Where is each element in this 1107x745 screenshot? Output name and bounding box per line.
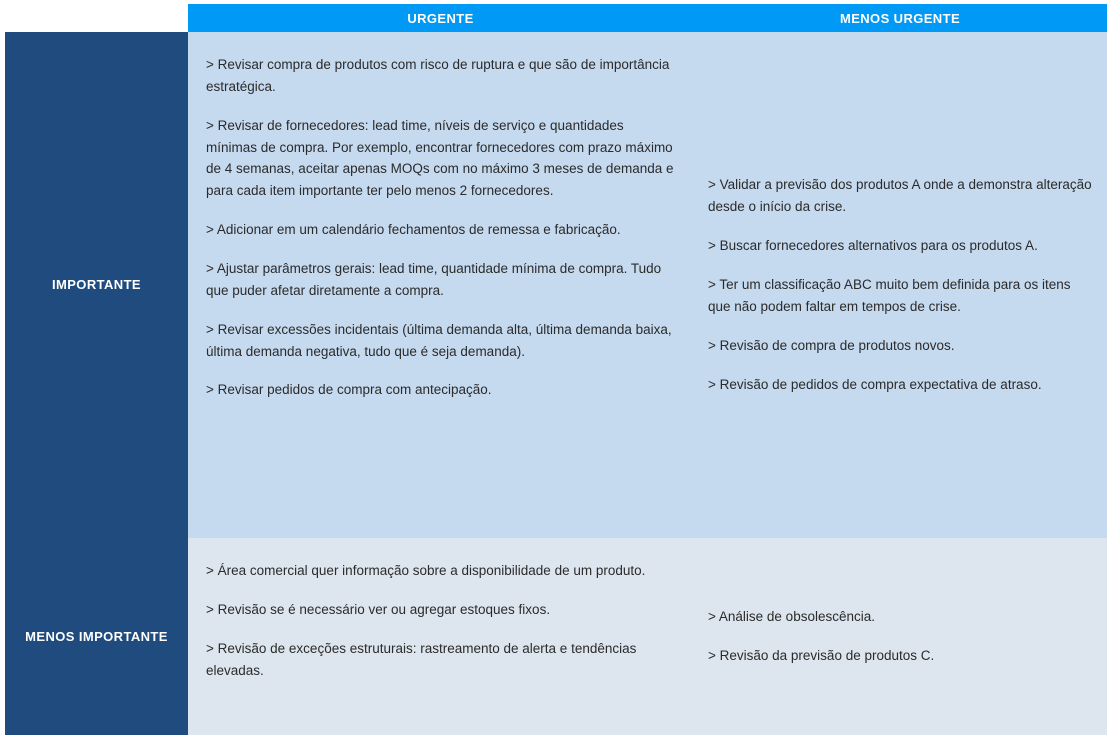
quadrant-item: > Validar a previsão dos produtos A onde a demonstra alteração desde o início da crise.	[708, 177, 1092, 215]
quadrant-item: > Buscar fornecedores alternativos para os produtos A.	[708, 238, 1038, 254]
quadrant-menos-importante-urgente	[188, 538, 693, 735]
quadrant-item-list	[708, 606, 934, 667]
quadrant-menos-importante-menos-urgente	[693, 538, 1107, 735]
quadrant-item: > Revisar compra de produtos com risco de ruptura e que são de importância estratégica.	[206, 57, 670, 94]
quadrant-item: > Revisão se é necessário ver ou agregar estoques fixos.	[206, 601, 551, 617]
quadrant-item: > Revisar pedidos de compra com antecipação.	[206, 382, 492, 398]
quadrant-grid	[188, 32, 1107, 735]
quadrant-item: > Análise de obsolescência.	[708, 609, 875, 625]
quadrant-importante-menos-urgente	[693, 32, 1107, 538]
row-label-importante: IMPORTANTE	[5, 32, 188, 537]
quadrant-item-list	[708, 174, 1093, 395]
quadrant-importante-urgente	[188, 32, 693, 538]
row-label-menos-importante: MENOS IMPORTANTE	[5, 537, 188, 735]
quadrant-row-menos-importante	[188, 538, 1107, 735]
quadrant-item: > Revisão da previsão de produtos C.	[708, 648, 935, 663]
quadrant-item: > Revisar excessões incidentais (última demanda alta, última demanda baixa, última demanda negativa, tudo que é seja demanda).	[206, 321, 672, 359]
column-header-urgente: URGENTE	[188, 4, 693, 32]
row-label-column	[5, 32, 188, 735]
quadrant-item: > Ajustar parâmetros gerais: lead time, quantidade mínima de compra. Tudo que puder afetar diretamente a compra.	[206, 261, 662, 298]
quadrant-item-list	[206, 560, 675, 681]
column-header-menos-urgente: MENOS URGENTE	[693, 4, 1107, 32]
quadrant-item-list	[206, 54, 675, 401]
quadrant-item: > Área comercial quer informação sobre a disponibilidade de um produto.	[206, 563, 646, 578]
quadrant-row-importante	[188, 32, 1107, 538]
column-header-row	[188, 4, 1107, 32]
quadrant-item: > Revisão de pedidos de compra expectativa de atraso.	[708, 376, 1042, 392]
quadrant-item: > Revisar de fornecedores: lead time, níveis de serviço e quantidades mínimas de compra. Por exemplo, encontrar fornecedores com prazo máximo de 4 semanas, aceitar apenas MOQs com no máximo 3 meses de demanda e para cada item importante ter pelo menos 2 fornecedores.	[206, 117, 674, 199]
quadrant-item: > Adicionar em um calendário fechamentos de remessa e fabricação.	[206, 222, 621, 238]
quadrant-item: > Revisão de compra de produtos novos.	[708, 337, 955, 353]
quadrant-item: > Ter um classificação ABC muito bem definida para os itens que não podem faltar em tempos de crise.	[708, 277, 1071, 314]
quadrant-item: > Revisão de exceções estruturais: rastreamento de alerta e tendências elevadas.	[206, 640, 637, 678]
